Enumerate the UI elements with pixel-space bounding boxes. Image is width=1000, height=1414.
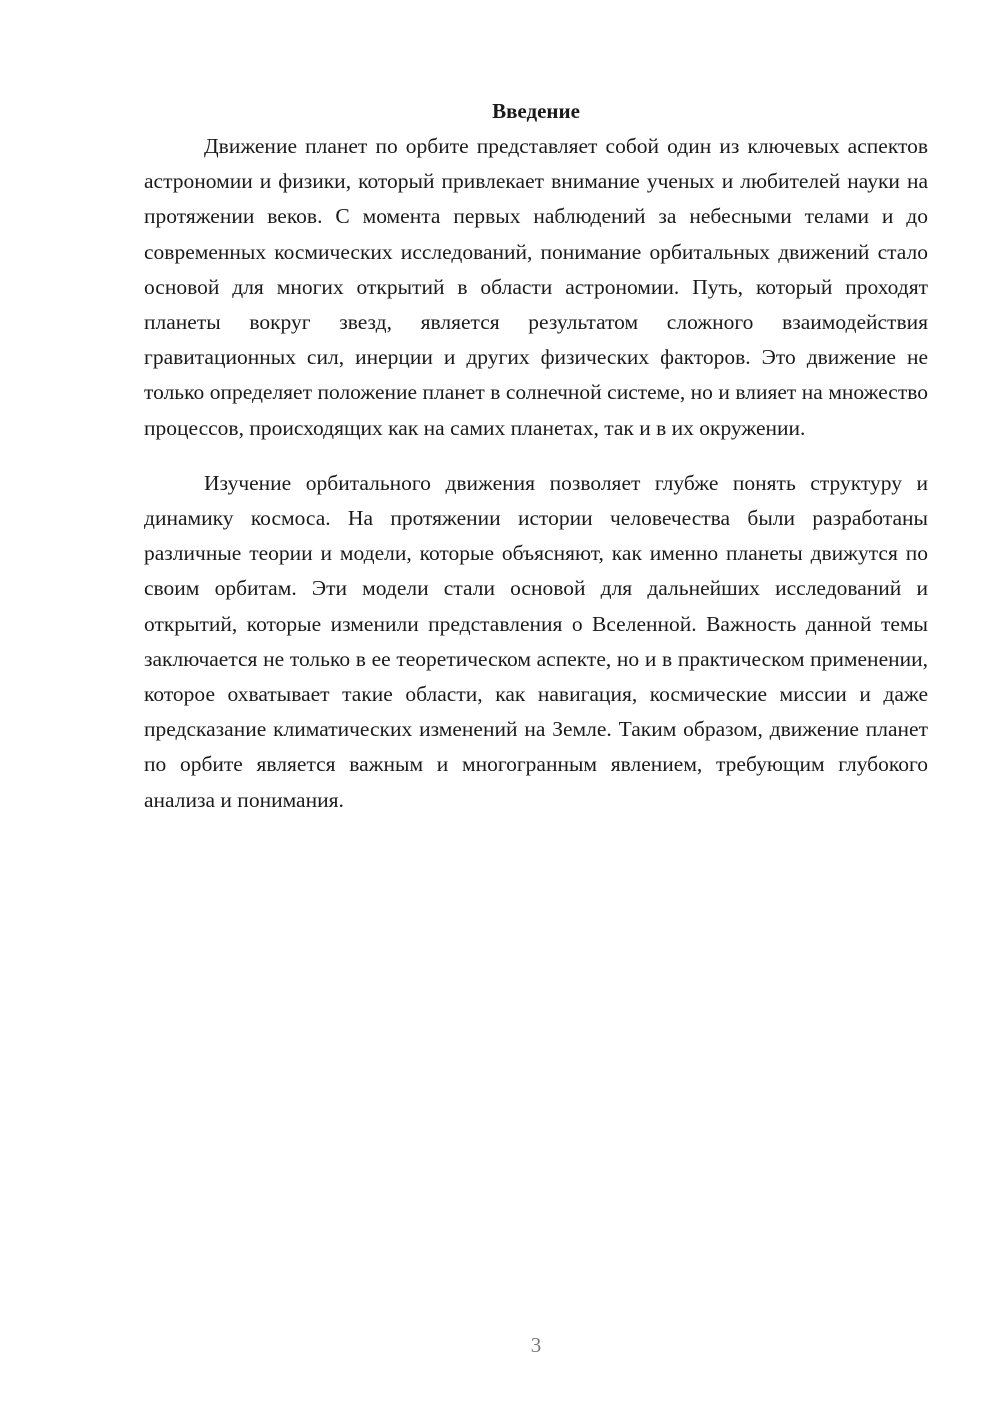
paragraph-1: Движение планет по орбите представляет собой один из ключевых аспектов астрономии и физики, который привлекает внимание ученых и любителей науки на протяжении веков. С момента первых наблюдений за небесными телами и до современных космических исследований, понимание орбитальных движений стало основой для многих открытий в области астрономии. Путь, который проходят планеты вокруг звезд, является результатом сложного взаимодействия гравитационных сил, инерции и других физических факторов. Это движение не только определяет положение планет в солнечной системе, но и влияет на множество процессов, происходящих как на самих планетах, так и в их окружении. <box>144 134 928 440</box>
page-content <box>144 94 928 818</box>
paragraph-2: Изучение орбитального движения позволяет глубже понять структуру и динамику космоса. На протяжении истории человечества были разработаны различные теории и модели, которые объясняют, как именно планеты движутся по своим орбитам. Эти модели стали основой для дальнейших исследований и открытий, которые изменили представления о Вселенной. Важность данной темы заключается не только в ее теоретическом аспекте, но и в практическом применении, которое охватывает такие области, как навигация, космические миссии и даже предсказание климатических изменений на Земле. Таким образом, движение планет по орбите является важным и многогранным явлением, требующим глубокого анализа и понимания. <box>144 470 928 812</box>
section-title: Введение <box>492 99 580 123</box>
page-number: 3 <box>530 1333 542 1357</box>
